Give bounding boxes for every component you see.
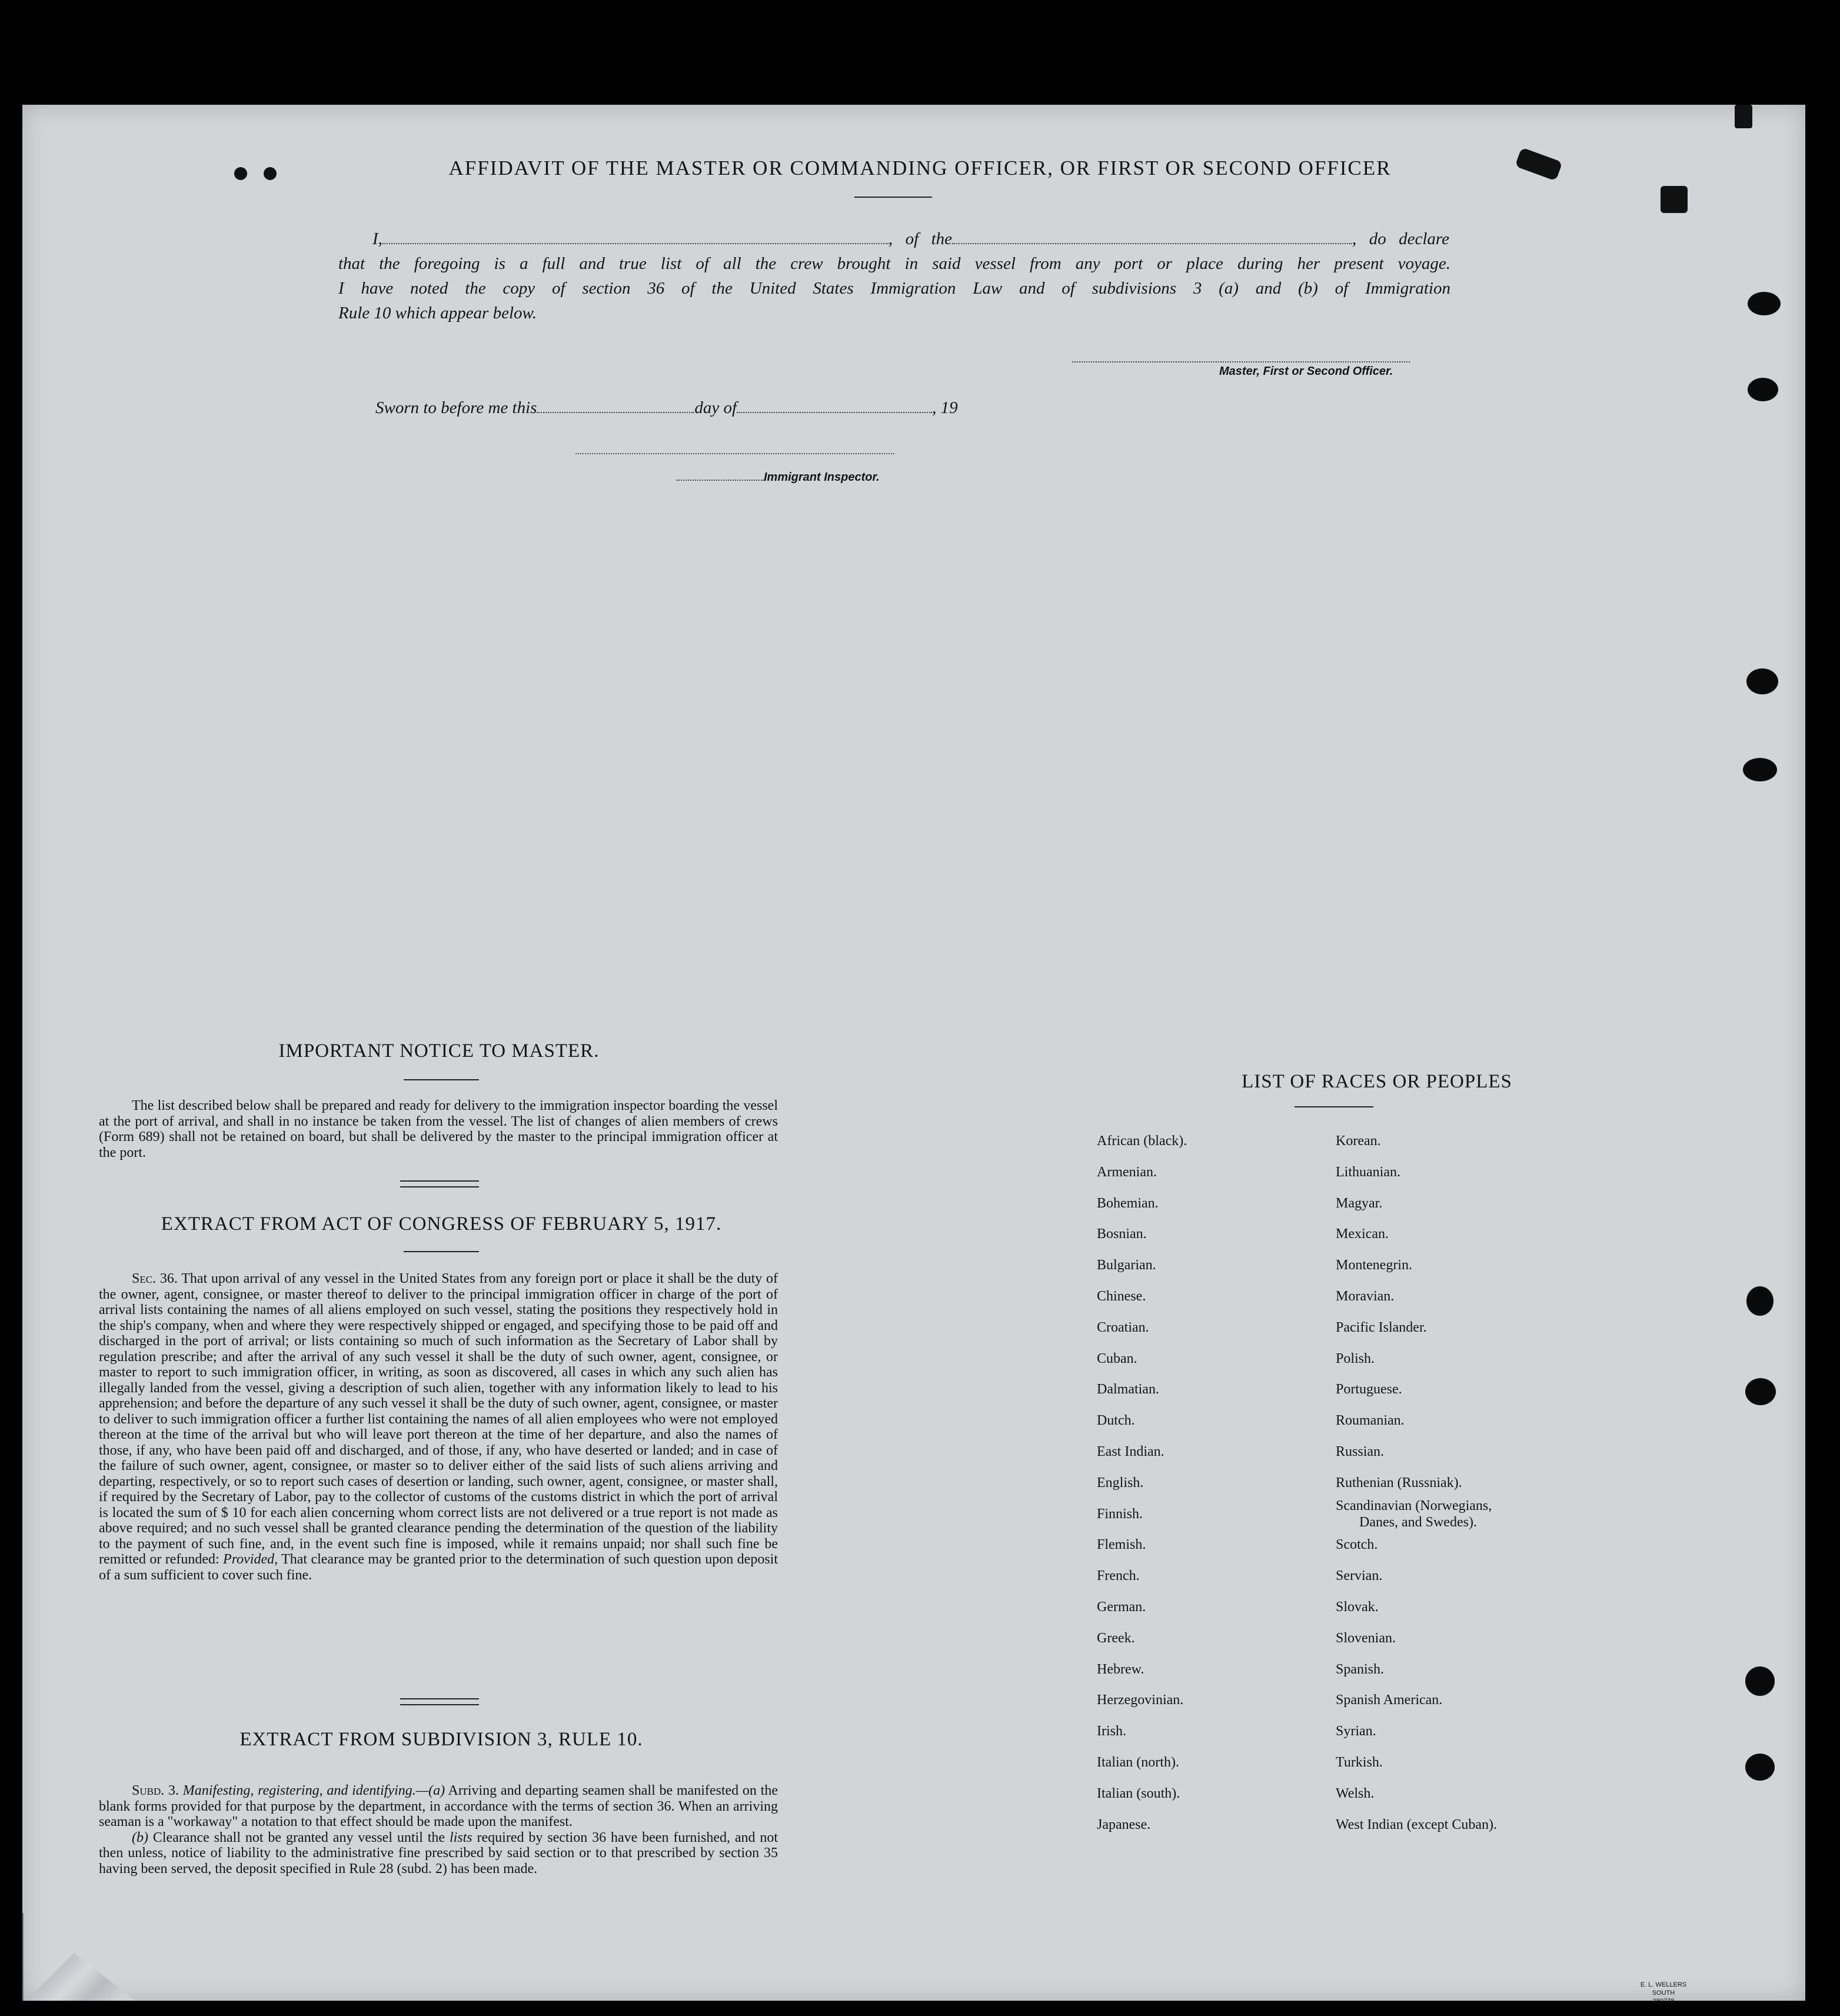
race-item: English. [1097, 1475, 1144, 1491]
race-item: African (black). [1097, 1133, 1187, 1149]
act-body [99, 1271, 778, 1583]
section-divider [400, 1180, 479, 1187]
race-item: Pacific Islander. [1336, 1319, 1427, 1335]
affidavit-title: AFFIDAVIT OF THE MASTER OR COMMANDING OFFICER, OR FIRST OR SECOND OFFICER [448, 157, 1392, 179]
binding-mark [1661, 186, 1688, 213]
binding-mark [1735, 105, 1752, 128]
race-item: Mexican. [1336, 1226, 1389, 1242]
race-item: Chinese. [1097, 1289, 1146, 1304]
subd-b-text-1: Clearance shall not be granted any vessel until the [152, 1829, 445, 1845]
provided-word: Provided, [223, 1552, 278, 1567]
punch-hole [1745, 1754, 1775, 1781]
race-item: Bulgarian. [1097, 1257, 1156, 1273]
race-item: West Indian (except Cuban). [1336, 1817, 1497, 1832]
subd-label: Subd. 3. [132, 1783, 179, 1798]
act-text: That upon arrival of any vessel in the United States from any foreign port or place it shall be the duty of the owner, agent, consignee, or master thereof to deliver to the principal immigration officer in charge of the port of arrival lists containing the names of all aliens employed on such vessel, stating the positions they respectively hold in the ship's company, when and where they were respectively shipped or engaged, and specifying those to be paid off and discharged in the port of arrival; or lists containing so much of such information as the Secretary of Labor shall by regulation prescribe; and after the arrival of any such vessel it shall be the duty of such owner, agent, consignee, or master to report to such immigration officer, in writing, as soon as discovered, all cases in which any such alien has illegally landed from the vessel, giving a description of such alien, together with any information likely to lead to his apprehension; and before the departure of any such vessel it shall be the duty of such owner, agent, consignee, or master to deliver to such immigration officer a further list containing the names of all alien employees who were not employed thereon at the time of the arrival but who will leave port thereon at the time of her departure, and also the names of those, if any, who have been paid off and discharged, and of those, if any, who have deserted or landed; and in case of the failure of such owner, agent, consignee, or master so to deliver either of the said lists of such aliens arriving and departing, respectively, or so to report such cases of desertion or landing, such owner, agent, consignee, or master shall, if required by the Secretary of Labor, pay to the collector of customs of the customs district in which the port of arrival is located the sum of $ 10 for each alien concerning whom correct lists are not delivered or a true report is not made as above required; and no such vessel shall be granted clearance pending the determination of the question of the liability to the payment of such fine, and, in the event such fine is imposed, while it remains unpaid; nor shall such fine be remitted or refunded: [99, 1271, 778, 1567]
race-item-continuation: Danes, and Swedes). [1359, 1514, 1477, 1530]
sworn-day-field[interactable] [537, 398, 694, 413]
races-title: LIST OF RACES OR PEOPLES [1242, 1071, 1512, 1092]
race-item: Lithuanian. [1336, 1164, 1400, 1180]
race-item: East Indian. [1097, 1444, 1164, 1459]
inspector-caption: Immigrant Inspector. [764, 471, 880, 484]
race-item: Herzegovinian. [1097, 1692, 1184, 1708]
race-item: Irish. [1097, 1724, 1126, 1739]
race-item: Italian (north). [1097, 1755, 1179, 1770]
decl-i: I, [372, 229, 382, 248]
race-item: Welsh. [1336, 1785, 1375, 1801]
sworn-month-field[interactable] [737, 398, 932, 413]
decl-line-4: Rule 10 which appear below. [338, 304, 537, 322]
master-signature-caption: Master, First or Second Officer. [1219, 365, 1393, 378]
subd-a-label: —(a) [415, 1783, 445, 1798]
notice-text: The list described below shall be prepared and ready for delivery to the immigration inspector boarding the vessel at the port of arrival, and shall in no instance be taken from the vessel. The list of changes of alien members of crews (Form 689) shall not be retained on board, but shall be delivered by the master to the principal immigration officer at the port. [99, 1098, 778, 1160]
race-item: Cuban. [1097, 1350, 1137, 1366]
sworn-line [375, 398, 958, 418]
race-item: Bohemian. [1097, 1195, 1159, 1211]
race-item: Spanish American. [1336, 1692, 1443, 1708]
sworn-day-of: day of [694, 398, 737, 417]
inspector-caption-row [677, 471, 880, 484]
subd-b-lists: lists [449, 1829, 473, 1845]
race-item: French. [1097, 1568, 1140, 1584]
race-item: Finnish. [1097, 1506, 1143, 1522]
rule-title: EXTRACT FROM SUBDIVISION 3, RULE 10. [239, 1729, 643, 1750]
punch-hole [1748, 378, 1778, 401]
punch-hole [1746, 668, 1778, 694]
punch-hole [1746, 1286, 1774, 1316]
race-item: Slovenian. [1336, 1630, 1396, 1646]
races-rule [1295, 1106, 1373, 1107]
race-item: Greek. [1097, 1630, 1135, 1646]
race-item: German. [1097, 1599, 1146, 1615]
vessel-field[interactable] [952, 228, 1352, 244]
race-item: Spanish. [1336, 1661, 1385, 1677]
sworn-prefix: Sworn to before me this [375, 398, 537, 417]
race-item: Montenegrin. [1336, 1257, 1412, 1273]
section-divider [400, 1698, 479, 1705]
act-rule [404, 1251, 479, 1252]
race-item: Flemish. [1097, 1537, 1146, 1553]
punch-hole [1743, 758, 1777, 781]
inspector-dots [677, 471, 764, 481]
printer-stamp [1631, 1981, 1696, 2005]
race-item: Italian (south). [1097, 1785, 1180, 1801]
inspector-signature-line[interactable] [575, 453, 894, 454]
race-item: Russian. [1336, 1444, 1385, 1459]
race-item: Turkish. [1336, 1755, 1383, 1770]
race-item: Hebrew. [1097, 1661, 1144, 1677]
sec-label: Sec. 36. [132, 1271, 178, 1286]
race-item: Polish. [1336, 1350, 1375, 1366]
race-item: Croatian. [1097, 1319, 1149, 1335]
punch-hole [1745, 1666, 1775, 1696]
race-item: Magyar. [1336, 1195, 1383, 1211]
decl-do-declare: , do declare [1352, 229, 1449, 248]
subd-heading: Manifesting, registering, and identifying. [182, 1783, 416, 1798]
race-item: Armenian. [1097, 1164, 1157, 1180]
race-item: Scotch. [1336, 1537, 1378, 1553]
race-item: Moravian. [1336, 1289, 1395, 1304]
notice-rule [404, 1079, 479, 1080]
race-item: Portuguese. [1336, 1382, 1402, 1398]
subd-b-label: (b) [132, 1829, 148, 1845]
race-item: Servian. [1336, 1568, 1383, 1584]
notice-title: IMPORTANT NOTICE TO MASTER. [278, 1040, 600, 1062]
race-item: Japanese. [1097, 1817, 1151, 1832]
name-field[interactable] [382, 228, 889, 244]
act-title: EXTRACT FROM ACT OF CONGRESS OF FEBRUARY 5, 1917. [161, 1213, 722, 1235]
race-item: Korean. [1336, 1133, 1381, 1149]
race-item: Syrian. [1336, 1724, 1376, 1739]
title-rule [854, 197, 932, 198]
punch-hole [1745, 1378, 1776, 1405]
punch-hole [1748, 292, 1781, 315]
rule-body [99, 1783, 778, 1877]
act-text-end: That clearance may be granted prior to the determination of such question upon deposit of a sum sufficient to cover such fine. [99, 1552, 778, 1583]
printer-stamp-line1: E. L. WELLERS SOUTH [1640, 1981, 1687, 1997]
subd-b-text-2: required by section 36 have been furnished, and not then unless, notice of liability to the administrative fine prescribed by said section or to that prescribed by section 35 having been served, the deposit specified in Rule 28 (subd. 2) has been made. [99, 1829, 778, 1877]
race-item: Slovak. [1336, 1599, 1379, 1615]
decl-of-the: , of the [888, 229, 953, 248]
subd-a-text: Arriving and departing seamen shall be manifested on the blank forms provided for that purpose by the department, in accordance with the terms of section 36. When an arriving seaman is a "workaway" a notation to that effect should be made upon the manifest. [99, 1783, 778, 1829]
race-item: Roumanian. [1336, 1413, 1405, 1429]
decl-line-3: I have noted the copy of section 36 of the United States Immigration Law and of subdivisions 3 (a) and (b) of Immigration [338, 279, 1450, 298]
race-item: Dutch. [1097, 1413, 1135, 1429]
master-signature-line[interactable] [1072, 361, 1410, 362]
sworn-year: , 19 [932, 398, 958, 417]
notice-body [99, 1098, 778, 1160]
race-item: Bosnian. [1097, 1226, 1147, 1242]
race-item: Dalmatian. [1097, 1382, 1159, 1398]
race-item: Scandinavian (Norwegians, [1336, 1498, 1492, 1513]
decl-line-2: that the foregoing is a full and true list of all the crew brought in said vessel from any port or place during her present voyage. [338, 254, 1450, 273]
race-item: Ruthenian (Russniak). [1336, 1475, 1462, 1491]
printer-stamp-line2: 280778 [1652, 1998, 1675, 2005]
